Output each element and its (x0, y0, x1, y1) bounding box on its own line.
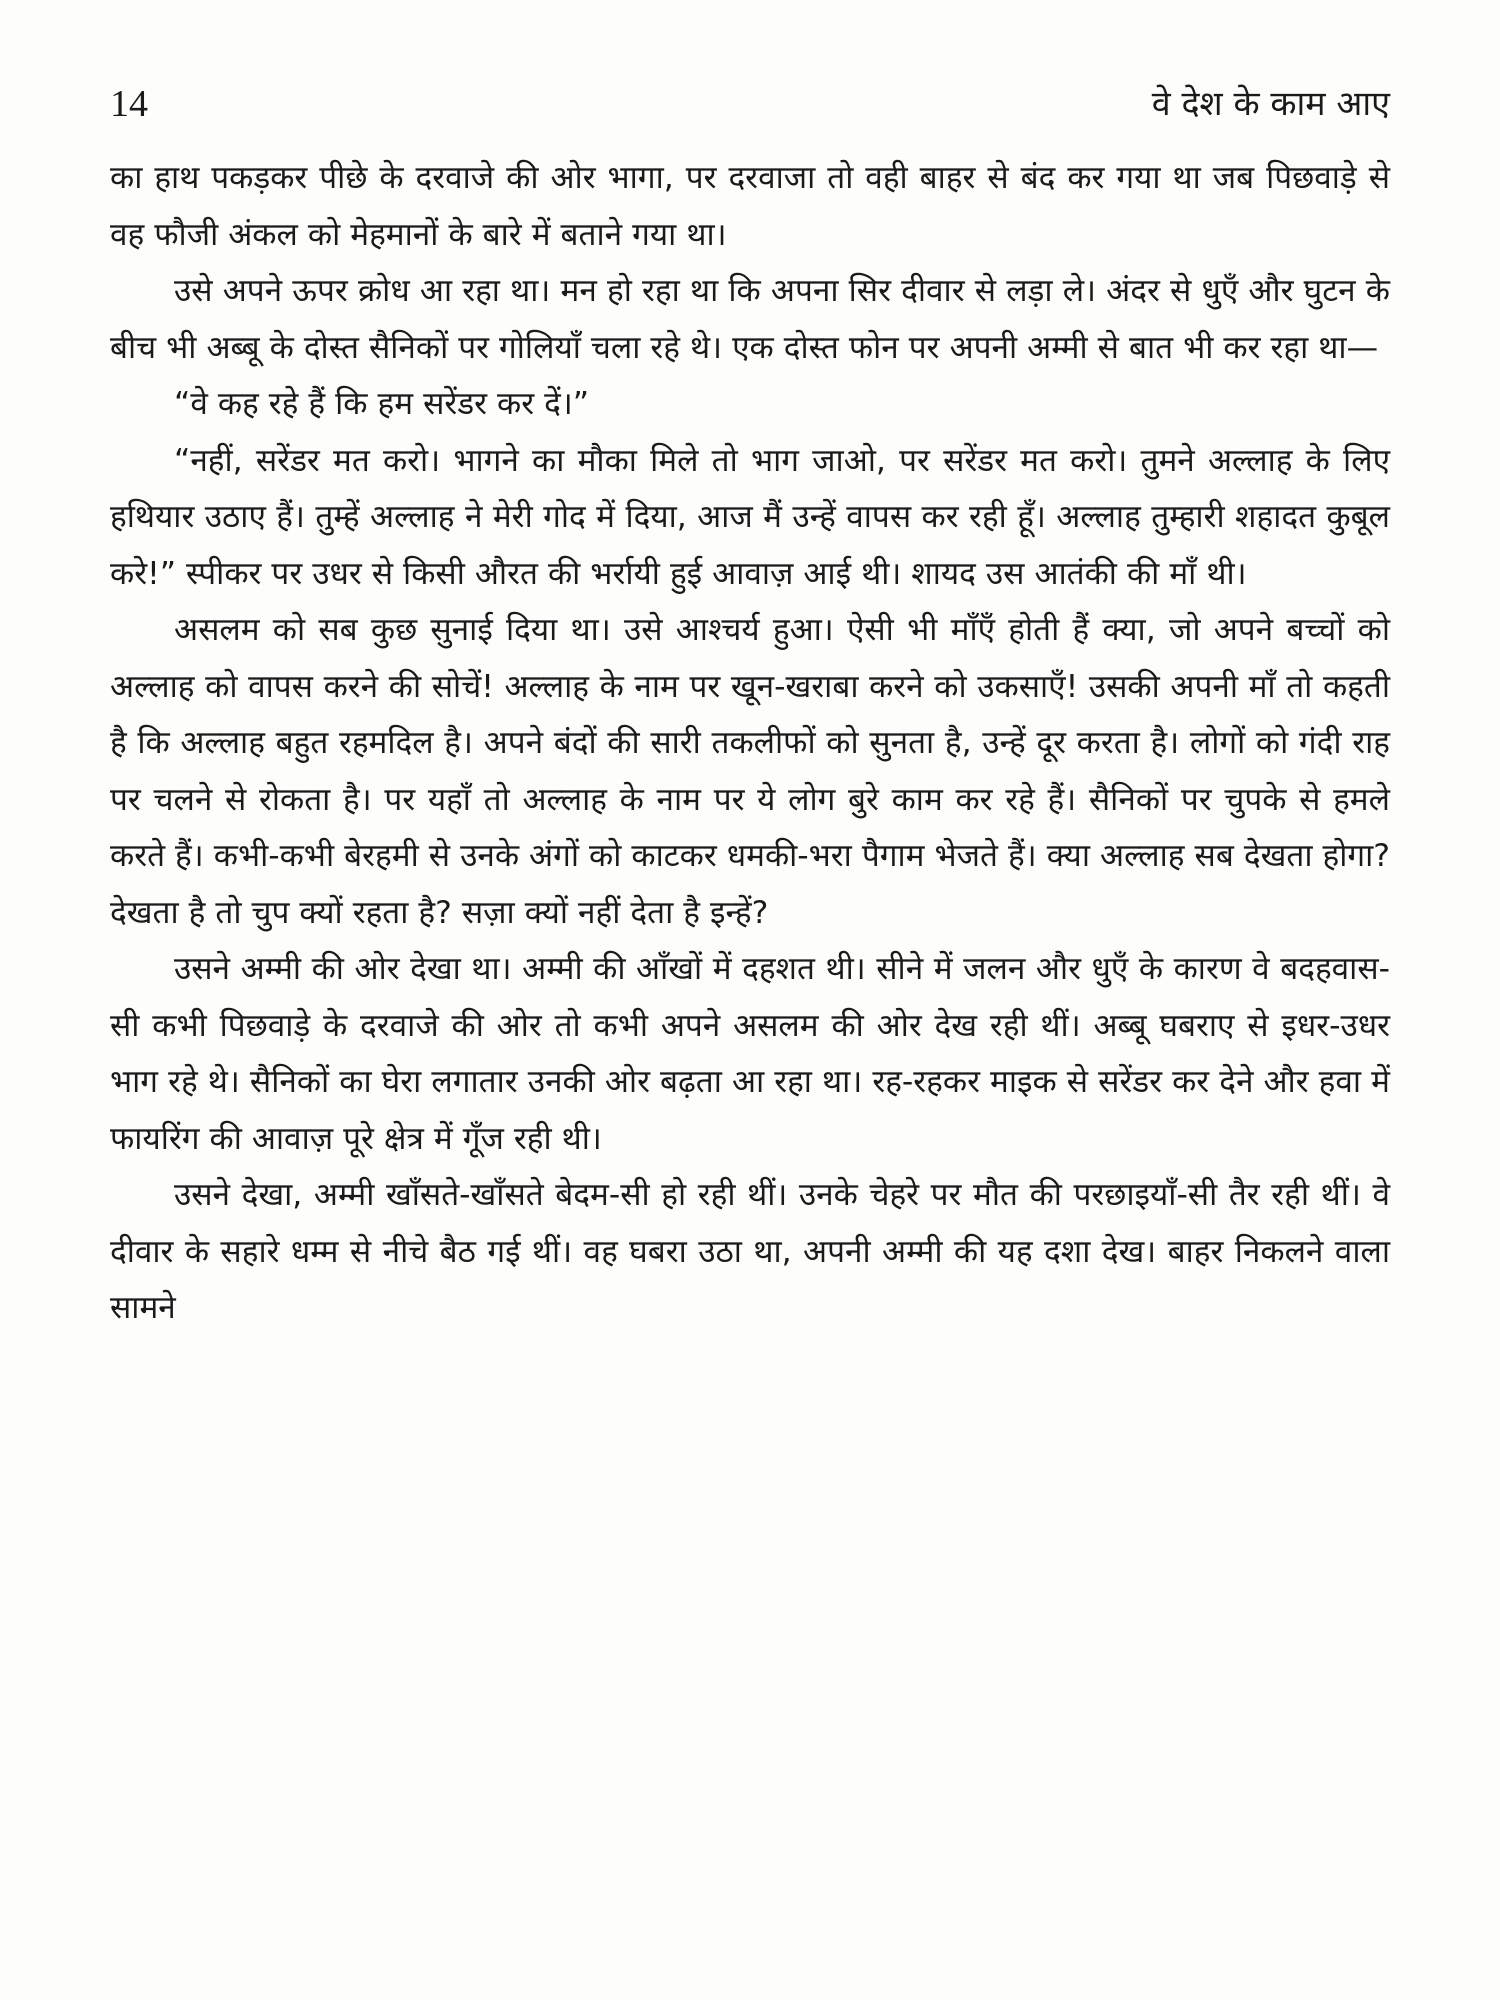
paragraph: “वे कह रहे हैं कि हम सरेंडर कर दें।” (174, 386, 590, 422)
page-header (110, 78, 1390, 138)
paragraph: असलम को सब कुछ सुनाई दिया था। उसे आश्चर्य हुआ। ऐसी भी माँएँ होती हैं क्या, जो अपने बच्चों को अल्लाह को वापस करने की सोचें! अल्लाह के नाम पर खून-खराबा करने को उकसाएँ! उसकी अपनी माँ तो कहती है कि अल्लाह बहुत रहमदिल है। अपने बंदों की सारी तकलीफों को सुनता है, उन्हें दूर करता है। लोगों को गंदी राह पर चलने से रोकता है। पर यहाँ तो अल्लाह के नाम पर ये लोग बुरे काम कर रहे हैं। सैनिकों पर चुपके से हमले करते हैं। कभी-कभी बेरहमी से उनके अंगों को काटकर धमकी-भरा पैगाम भेजते हैं। क्या अल्लाह सब देखता होगा? देखता है तो चुप क्यों रहता है? सज़ा क्यों नहीं देता है इन्हें? (110, 612, 1390, 931)
paragraph: का हाथ पकड़कर पीछे के दरवाजे की ओर भागा, पर दरवाजा तो वही बाहर से बंद कर गया था जब पिछवाड़े से वह फौजी अंकल को मेहमानों के बारे में बताने गया था। (110, 160, 1390, 253)
paragraph: उसे अपने ऊपर क्रोध आ रहा था। मन हो रहा था कि अपना सिर दीवार से लड़ा ले। अंदर से धुएँ और घुटन के बीच भी अब्बू के दोस्त सैनिकों पर गोलियाँ चला रहे थे। एक दोस्त फोन पर अपनी अम्मी से बात भी कर रहा था— (110, 273, 1390, 366)
paragraph: “नहीं, सरेंडर मत करो। भागने का मौका मिले तो भाग जाओ, पर सरेंडर मत करो। तुमने अल्लाह के लिए हथियार उठाए हैं। तुम्हें अल्लाह ने मेरी गोद में दिया, आज मैं उन्हें वापस कर रही हूँ। अल्लाह तुम्हारी शहादत कुबूल करे!” स्पीकर पर उधर से किसी औरत की भर्रायी हुई आवाज़ आई थी। शायद उस आतंकी की माँ थी। (110, 442, 1390, 592)
body-text (110, 150, 1390, 1337)
page-number: 14 (110, 83, 148, 125)
paragraph: उसने अम्मी की ओर देखा था। अम्मी की आँखों में दहशत थी। सीने में जलन और धुएँ के कारण वे बदहवास-सी कभी पिछवाड़े के दरवाजे की ओर तो कभी अपने असलम की ओर देख रही थीं। अब्बू घबराए से इधर-उधर भाग रहे थे। सैनिकों का घेरा लगातार उनकी ओर बढ़ता आ रहा था। रह-रहकर माइक से सरेंडर कर देने और हवा में फायरिंग की आवाज़ पूरे क्षेत्र में गूँज रही थी। (110, 951, 1390, 1157)
running-title: वे देश के काम आए (1151, 84, 1390, 124)
paragraph: उसने देखा, अम्मी खाँसते-खाँसते बेदम-सी हो रही थीं। उनके चेहरे पर मौत की परछाइयाँ-सी तैर रही थीं। वे दीवार के सहारे धम्म से नीचे बैठ गई थीं। वह घबरा उठा था, अपनी अम्मी की यह दशा देख। बाहर निकलने वाला सामने (110, 1177, 1390, 1326)
